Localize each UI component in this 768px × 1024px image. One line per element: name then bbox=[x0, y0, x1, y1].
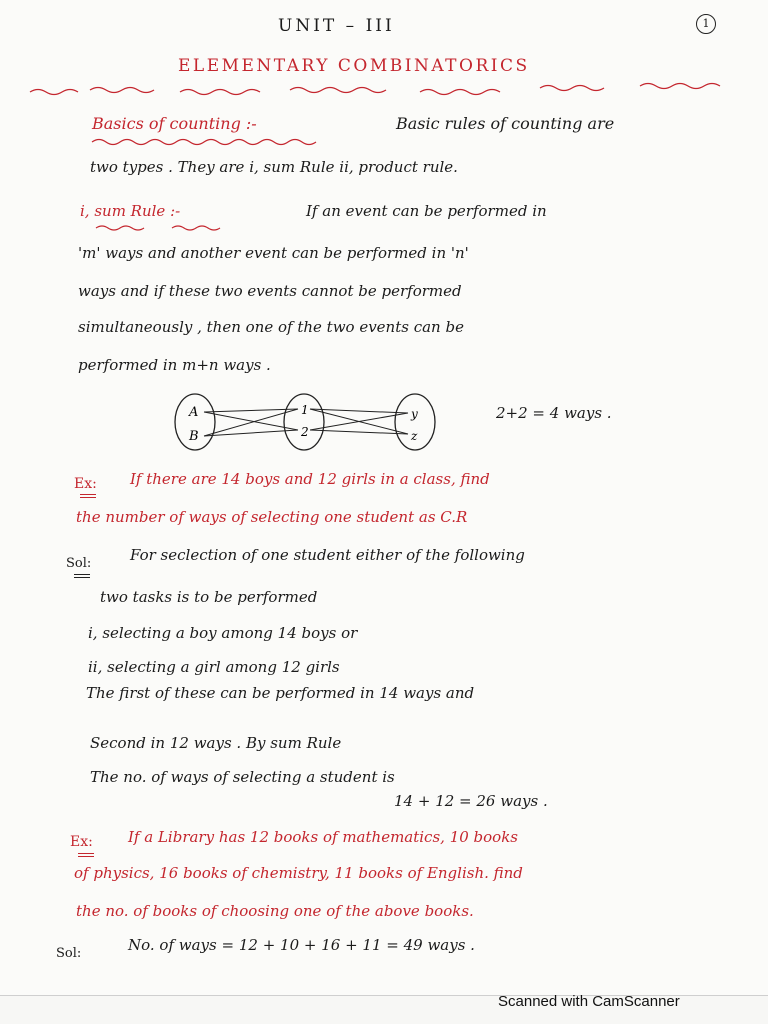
example-1-line-2: the number of ways of selecting one student as C.R bbox=[76, 508, 468, 526]
sum-rule-mapping-diagram bbox=[168, 392, 448, 456]
solution-1-line-2: two tasks is to be performed bbox=[100, 588, 318, 606]
element-a: A bbox=[189, 405, 199, 420]
example-2-line-2: of physics, 16 books of chemistry, 11 books of English. find bbox=[74, 864, 523, 882]
solution-1-line-1: For seclection of one student either of the following bbox=[130, 546, 525, 564]
title-wavy-underline bbox=[20, 78, 750, 100]
page-title: ELEMENTARY COMBINATORICS bbox=[178, 56, 530, 76]
solution-1-label: Sol: bbox=[66, 556, 92, 571]
basics-wavy-underline bbox=[88, 134, 338, 148]
example-2-line-1: If a Library has 12 books of mathematics, 10 books bbox=[128, 828, 518, 846]
example-2-label: Ex: bbox=[70, 834, 93, 850]
solution-1-line-4: ii, selecting a girl among 12 girls bbox=[88, 658, 340, 676]
page-number: 1 bbox=[696, 14, 716, 34]
element-y: y bbox=[411, 407, 418, 421]
solution-2-line-1: No. of ways = 12 + 10 + 16 + 11 = 49 ways . bbox=[128, 936, 475, 954]
sum-rule-wavy-underline bbox=[80, 222, 260, 234]
line-sum-rule-def-2: 'm' ways and another event can be performed in 'n' bbox=[78, 244, 469, 262]
sol1-double-underline bbox=[74, 574, 90, 578]
ex1-double-underline bbox=[80, 494, 96, 498]
ex2-double-underline bbox=[78, 853, 94, 857]
solution-1-result: 14 + 12 = 26 ways . bbox=[394, 792, 548, 810]
line-basics-heading: Basics of counting :- bbox=[92, 114, 257, 133]
element-1: 1 bbox=[301, 403, 309, 417]
line-sum-rule-heading: i, sum Rule :- bbox=[80, 202, 181, 220]
element-2: 2 bbox=[301, 425, 309, 439]
solution-2-label: Sol: bbox=[56, 946, 82, 961]
solution-1-line-7: The no. of ways of selecting a student is bbox=[90, 768, 395, 786]
element-z: z bbox=[411, 429, 418, 443]
solution-1-line-3: i, selecting a boy among 14 boys or bbox=[88, 624, 358, 642]
unit-heading: UNIT – III bbox=[278, 16, 395, 36]
line-sum-rule-def-4: simultaneously , then one of the two events can be bbox=[78, 318, 464, 336]
line-sum-rule-def-1: If an event can be performed in bbox=[306, 202, 547, 220]
line-two-types: two types . They are i, sum Rule ii, product rule. bbox=[90, 158, 458, 176]
element-b: B bbox=[189, 429, 199, 444]
example-1-line-1: If there are 14 boys and 12 girls in a class, find bbox=[130, 470, 490, 488]
line-sum-rule-def-3: ways and if these two events cannot be performed bbox=[78, 282, 462, 300]
scanner-watermark: Scanned with CamScanner bbox=[498, 993, 680, 1010]
line-basics-rest: Basic rules of counting are bbox=[396, 114, 615, 133]
example-2-line-3: the no. of books of choosing one of the above books. bbox=[76, 902, 474, 920]
solution-1-line-6: Second in 12 ways . By sum Rule bbox=[90, 734, 342, 752]
line-sum-rule-def-5: performed in m+n ways . bbox=[78, 356, 271, 374]
solution-1-line-5: The first of these can be performed in 14 ways and bbox=[86, 684, 475, 702]
diagram-equation: 2+2 = 4 ways . bbox=[496, 404, 612, 422]
example-1-label: Ex: bbox=[74, 476, 97, 492]
